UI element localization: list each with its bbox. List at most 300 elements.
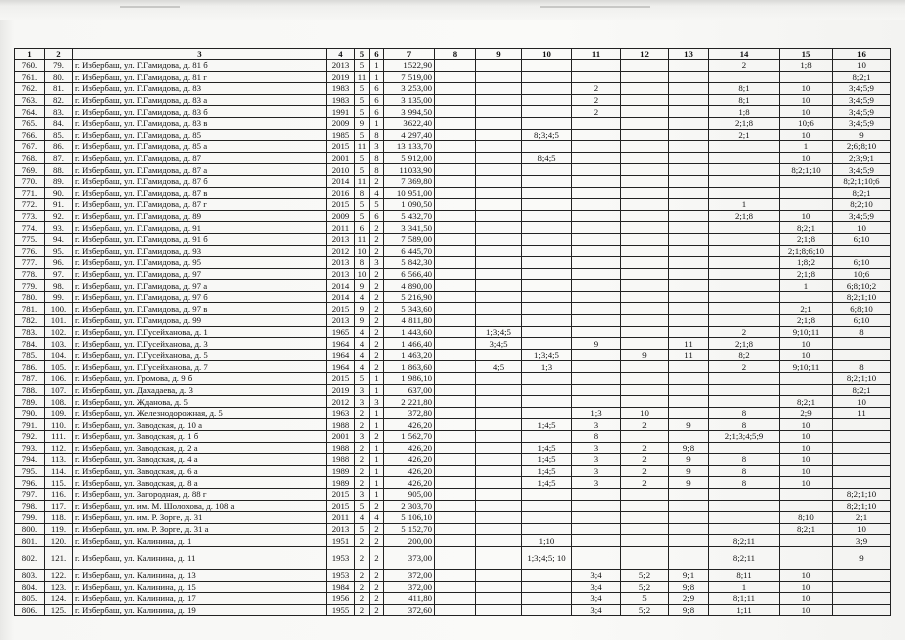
table-cell [833, 431, 891, 443]
table-cell: 9 [669, 465, 709, 477]
table-cell: 789. [15, 396, 45, 408]
table-cell [476, 280, 522, 292]
table-cell: 785. [15, 349, 45, 361]
table-cell: 791. [15, 419, 45, 431]
table-cell [435, 581, 476, 593]
table-cell: 10 [355, 245, 370, 257]
table-cell: 1983 [327, 83, 355, 95]
table-cell [621, 164, 669, 176]
table-cell [621, 303, 669, 315]
table-cell: 2;1 [709, 129, 780, 141]
table-cell [476, 581, 522, 593]
table-cell [780, 71, 833, 83]
table-cell: 1 [370, 407, 384, 419]
column-header: 12 [621, 49, 669, 60]
table-cell [572, 488, 621, 500]
table-cell [709, 303, 780, 315]
table-cell: 1522,90 [384, 60, 435, 72]
table-cell [709, 384, 780, 396]
table-cell [476, 94, 522, 106]
table-cell: 8 [355, 257, 370, 269]
table-cell: г. Избербаш, ул. Г.Гамидова, д. 81 б [73, 60, 327, 72]
table-cell [833, 442, 891, 454]
table-cell [476, 546, 522, 569]
table-cell: 771. [15, 187, 45, 199]
table-cell [435, 500, 476, 512]
table-cell [833, 593, 891, 605]
table-row [15, 477, 891, 489]
table-cell: 2 [370, 291, 384, 303]
table-cell: 115. [45, 477, 73, 489]
table-cell [780, 373, 833, 385]
table-cell: 2 [370, 222, 384, 234]
table-cell: 4 [370, 187, 384, 199]
table-cell [833, 581, 891, 593]
table-cell: 11 [355, 175, 370, 187]
table-cell [669, 117, 709, 129]
table-cell [709, 257, 780, 269]
table-cell: 778. [15, 268, 45, 280]
table-cell [522, 604, 572, 616]
table-cell [572, 71, 621, 83]
table-cell: 2 [370, 546, 384, 569]
table-cell: 10;6 [833, 268, 891, 280]
table-cell [669, 60, 709, 72]
table-cell: 9 [669, 419, 709, 431]
table-cell: 9 [621, 349, 669, 361]
table-cell: г. Избербаш, ул. Г.Гамидова, д. 87 в [73, 187, 327, 199]
table-cell: 5 [355, 60, 370, 72]
table-cell: 8;2;11 [709, 546, 780, 569]
table-cell: 2 [572, 94, 621, 106]
table-cell: 1 562,70 [384, 431, 435, 443]
table-cell: 8 [572, 431, 621, 443]
table-cell: г. Избербаш, ул. Г.Гамидова, д. 99 [73, 315, 327, 327]
table-cell: 769. [15, 164, 45, 176]
table-cell: 1 090,50 [384, 199, 435, 211]
table-cell [709, 523, 780, 535]
table-cell [522, 60, 572, 72]
table-cell: г. Избербаш, ул. им. Р. Зорге, д. 31 а [73, 523, 327, 535]
table-cell [669, 500, 709, 512]
table-cell: 9;8 [669, 581, 709, 593]
table-cell: 1965 [327, 326, 355, 338]
table-cell: 782. [15, 315, 45, 327]
table-cell: 775. [15, 233, 45, 245]
table-cell: 11 [669, 338, 709, 350]
table-cell: 8;2;1;10;6 [833, 175, 891, 187]
table-cell [572, 512, 621, 524]
table-cell [621, 268, 669, 280]
table-cell: 2 [370, 245, 384, 257]
table-cell: 3 [370, 257, 384, 269]
table-cell: 2 [572, 83, 621, 95]
table-cell: 2009 [327, 210, 355, 222]
table-cell: г. Избербаш, ул. Калинина, д. 19 [73, 604, 327, 616]
table-cell: 2012 [327, 396, 355, 408]
table-row [15, 245, 891, 257]
table-cell [572, 187, 621, 199]
table-cell: 2 [355, 465, 370, 477]
table-cell [435, 465, 476, 477]
table-cell [522, 71, 572, 83]
table-cell: 372,60 [384, 604, 435, 616]
table-cell: 100. [45, 303, 73, 315]
table-cell [522, 384, 572, 396]
table-cell: 86. [45, 141, 73, 153]
table-cell [780, 546, 833, 569]
table-cell [572, 535, 621, 547]
table-cell: 9 [355, 280, 370, 292]
table-cell: 2;1 [780, 303, 833, 315]
table-cell [522, 233, 572, 245]
table-cell [476, 454, 522, 466]
table-cell [572, 500, 621, 512]
column-header: 11 [572, 49, 621, 60]
table-cell: 9;1 [669, 569, 709, 581]
table-cell [621, 338, 669, 350]
table-cell [522, 488, 572, 500]
table-cell: 3;4 [572, 581, 621, 593]
table-cell: 6;10 [833, 233, 891, 245]
table-row [15, 152, 891, 164]
table-cell: 8 [370, 152, 384, 164]
table-cell [780, 291, 833, 303]
table-cell: 5 842,30 [384, 257, 435, 269]
table-cell: 1953 [327, 546, 355, 569]
table-cell [669, 152, 709, 164]
table-cell: 6 [355, 222, 370, 234]
table-cell [476, 523, 522, 535]
table-cell [435, 164, 476, 176]
table-cell: г. Избербаш, ул. Г.Гамидова, д. 87 б [73, 175, 327, 187]
table-cell: 1;10 [522, 535, 572, 547]
table-cell [476, 187, 522, 199]
table-cell: 10 [780, 338, 833, 350]
table-cell [476, 268, 522, 280]
table-cell [522, 407, 572, 419]
table-cell: г. Избербаш, ул. Калинина, д. 1 [73, 535, 327, 547]
table-cell: 8 [370, 129, 384, 141]
table-cell [476, 465, 522, 477]
table-cell: 9 [355, 117, 370, 129]
table-cell: 2 [621, 465, 669, 477]
table-cell: 2 [709, 361, 780, 373]
table-cell: 6 [370, 210, 384, 222]
table-cell [572, 60, 621, 72]
table-cell [522, 338, 572, 350]
table-cell [572, 117, 621, 129]
table-cell [522, 326, 572, 338]
table-cell: 2 [355, 546, 370, 569]
table-cell [621, 257, 669, 269]
table-cell [709, 500, 780, 512]
table-cell: г. Избербаш, ул. Г.Гамидова, д. 85 а [73, 141, 327, 153]
table-cell [522, 569, 572, 581]
table-cell: 2;9 [780, 407, 833, 419]
table-cell: 7 519,00 [384, 71, 435, 83]
table-cell: 2013 [327, 268, 355, 280]
table-cell: 2 [370, 303, 384, 315]
table-cell [621, 546, 669, 569]
table-cell: г. Избербаш, ул. Загородная, д. 88 г [73, 488, 327, 500]
table-cell: 9 [572, 338, 621, 350]
table-cell: г. Избербаш, ул. Калинина, д. 15 [73, 581, 327, 593]
table-cell: 426,20 [384, 477, 435, 489]
table-cell: 2 [355, 454, 370, 466]
table-cell: 89. [45, 175, 73, 187]
table-cell: 8;2;1;10 [780, 164, 833, 176]
table-cell [435, 152, 476, 164]
table-cell: 373,00 [384, 546, 435, 569]
table-cell: 1;4;5 [522, 454, 572, 466]
table-cell: 105. [45, 361, 73, 373]
table-cell: 103. [45, 338, 73, 350]
table-cell: 2 [709, 60, 780, 72]
table-cell [669, 71, 709, 83]
table-row [15, 442, 891, 454]
table-cell: 5 216,90 [384, 291, 435, 303]
table-cell: 5 [355, 83, 370, 95]
table-cell [435, 106, 476, 118]
table-cell [522, 164, 572, 176]
table-cell: г. Избербаш, ул. Железнодорожная, д. 5 [73, 407, 327, 419]
table-cell: 106. [45, 373, 73, 385]
table-cell: 2 [370, 280, 384, 292]
scan-artifact [120, 6, 180, 8]
table-cell: 3 [572, 442, 621, 454]
table-cell: г. Избербаш, ул. Г.Гамидова, д. 81 г [73, 71, 327, 83]
table-cell: 783. [15, 326, 45, 338]
table-cell [621, 512, 669, 524]
table-cell: 9 [355, 315, 370, 327]
table-cell: 806. [15, 604, 45, 616]
table-cell: 9 [669, 477, 709, 489]
table-row [15, 373, 891, 385]
table-cell: 2 [621, 419, 669, 431]
register-table [14, 48, 891, 616]
table-cell [709, 152, 780, 164]
table-cell [621, 384, 669, 396]
table-cell: 2 [370, 268, 384, 280]
table-cell: 90. [45, 187, 73, 199]
table-cell: 3 [572, 419, 621, 431]
table-cell: 6 [370, 94, 384, 106]
table-cell [780, 384, 833, 396]
table-cell: 2001 [327, 431, 355, 443]
table-cell [621, 233, 669, 245]
table-cell [669, 315, 709, 327]
table-cell: 1 [709, 199, 780, 211]
table-cell: 8 [709, 477, 780, 489]
table-cell [435, 512, 476, 524]
table-cell [476, 129, 522, 141]
table-cell: 5 343,60 [384, 303, 435, 315]
table-cell [522, 268, 572, 280]
table-cell: 102. [45, 326, 73, 338]
table-cell: 10 [780, 593, 833, 605]
table-cell [435, 117, 476, 129]
table-cell: г. Избербаш, ул. Г.Гамидова, д. 91 [73, 222, 327, 234]
table-cell: 2 [370, 431, 384, 443]
table-cell: 2009 [327, 117, 355, 129]
table-cell: 5 [355, 210, 370, 222]
table-cell [572, 349, 621, 361]
table-cell [435, 384, 476, 396]
table-cell [669, 361, 709, 373]
table-row [15, 187, 891, 199]
table-cell [669, 83, 709, 95]
table-cell: 772. [15, 199, 45, 211]
table-cell [572, 245, 621, 257]
table-cell [435, 454, 476, 466]
table-cell [476, 419, 522, 431]
column-header: 16 [833, 49, 891, 60]
table-cell: 8 [709, 419, 780, 431]
table-cell [476, 303, 522, 315]
table-cell: 109. [45, 407, 73, 419]
table-row [15, 419, 891, 431]
table-cell: 3 994,50 [384, 106, 435, 118]
table-cell [709, 442, 780, 454]
table-cell: г. Избербаш, ул. Заводская, д. 8 а [73, 477, 327, 489]
table-cell [435, 546, 476, 569]
table-cell: 92. [45, 210, 73, 222]
table-cell: 125. [45, 604, 73, 616]
table-cell [621, 117, 669, 129]
table-cell: 1989 [327, 465, 355, 477]
table-cell: 372,80 [384, 407, 435, 419]
table-cell: 800. [15, 523, 45, 535]
table-cell: 95. [45, 245, 73, 257]
table-cell: 1 [370, 442, 384, 454]
table-cell: 2 [370, 361, 384, 373]
column-header: 15 [780, 49, 833, 60]
table-cell [435, 210, 476, 222]
table-cell [476, 117, 522, 129]
table-cell: 762. [15, 83, 45, 95]
table-cell [476, 152, 522, 164]
table-cell [780, 535, 833, 547]
table-cell: 2 [355, 569, 370, 581]
table-cell: г. Избербаш, ул. Г.Гамидова, д. 97 б [73, 291, 327, 303]
table-cell: 9 [833, 129, 891, 141]
table-cell: 88. [45, 164, 73, 176]
table-cell [709, 396, 780, 408]
table-cell: г. Избербаш, ул. Заводская, д. 4 а [73, 454, 327, 466]
table-cell: г. Избербаш, ул. Калинина, д. 17 [73, 593, 327, 605]
table-cell: 3 [572, 477, 621, 489]
table-cell: 2 221,80 [384, 396, 435, 408]
table-cell: 1;3;4;5 [476, 326, 522, 338]
table-cell: 5;2 [621, 604, 669, 616]
table-cell: 3;4 [572, 569, 621, 581]
table-cell [435, 315, 476, 327]
table-row [15, 199, 891, 211]
table-row [15, 222, 891, 234]
table-cell: 10 [780, 442, 833, 454]
table-cell: 2;3;9;1 [833, 152, 891, 164]
table-cell [709, 280, 780, 292]
column-header: 3 [73, 49, 327, 60]
table-cell: 784. [15, 338, 45, 350]
table-cell: г. Избербаш, ул. Заводская, д. 6 а [73, 465, 327, 477]
table-cell [621, 199, 669, 211]
table-cell: 4 [355, 349, 370, 361]
table-cell [435, 233, 476, 245]
table-cell: 80. [45, 71, 73, 83]
table-cell [572, 164, 621, 176]
table-cell [435, 83, 476, 95]
table-cell: 2011 [327, 512, 355, 524]
table-cell: 637,00 [384, 384, 435, 396]
table-cell [572, 199, 621, 211]
table-cell [621, 222, 669, 234]
table-cell: 6;8;10;2 [833, 280, 891, 292]
table-cell: 4 297,40 [384, 129, 435, 141]
table-cell: 1988 [327, 442, 355, 454]
table-cell: 5 [355, 94, 370, 106]
table-cell: 2014 [327, 291, 355, 303]
table-cell: 1988 [327, 454, 355, 466]
table-cell: 779. [15, 280, 45, 292]
table-cell: 1956 [327, 593, 355, 605]
table-cell: 4;5 [476, 361, 522, 373]
table-cell: 1 863,60 [384, 361, 435, 373]
table-cell: 426,20 [384, 442, 435, 454]
table-cell [621, 152, 669, 164]
table-cell: 3 [370, 396, 384, 408]
table-cell: 9 [355, 303, 370, 315]
table-cell: 2;1;8 [780, 268, 833, 280]
table-cell [476, 593, 522, 605]
table-cell [522, 245, 572, 257]
table-cell [621, 523, 669, 535]
table-cell [709, 315, 780, 327]
table-cell: 10 [780, 569, 833, 581]
table-cell [572, 373, 621, 385]
table-cell: 788. [15, 384, 45, 396]
table-cell [435, 477, 476, 489]
table-body [15, 60, 891, 616]
table-cell: 10 [780, 152, 833, 164]
table-cell [669, 280, 709, 292]
table-cell [572, 141, 621, 153]
table-cell: 5 [355, 152, 370, 164]
table-cell: 3;4;5;9 [833, 210, 891, 222]
table-cell: 9;8 [669, 604, 709, 616]
table-cell: 6 445,70 [384, 245, 435, 257]
table-row [15, 546, 891, 569]
table-cell [522, 291, 572, 303]
table-cell [476, 141, 522, 153]
table-cell: 121. [45, 546, 73, 569]
table-cell: 2 [370, 523, 384, 535]
table-cell: 8;2;1 [780, 523, 833, 535]
table-cell: 2;1;8;6;10 [780, 245, 833, 257]
table-row [15, 164, 891, 176]
table-cell [476, 488, 522, 500]
table-cell: 5 912,00 [384, 152, 435, 164]
table-cell [572, 257, 621, 269]
scan-artifact [540, 6, 650, 8]
table-cell: 1;8 [709, 106, 780, 118]
table-cell: 2001 [327, 152, 355, 164]
table-cell [669, 431, 709, 443]
table-cell: 6 566,40 [384, 268, 435, 280]
table-cell: 1964 [327, 349, 355, 361]
table-cell: 3 [370, 141, 384, 153]
